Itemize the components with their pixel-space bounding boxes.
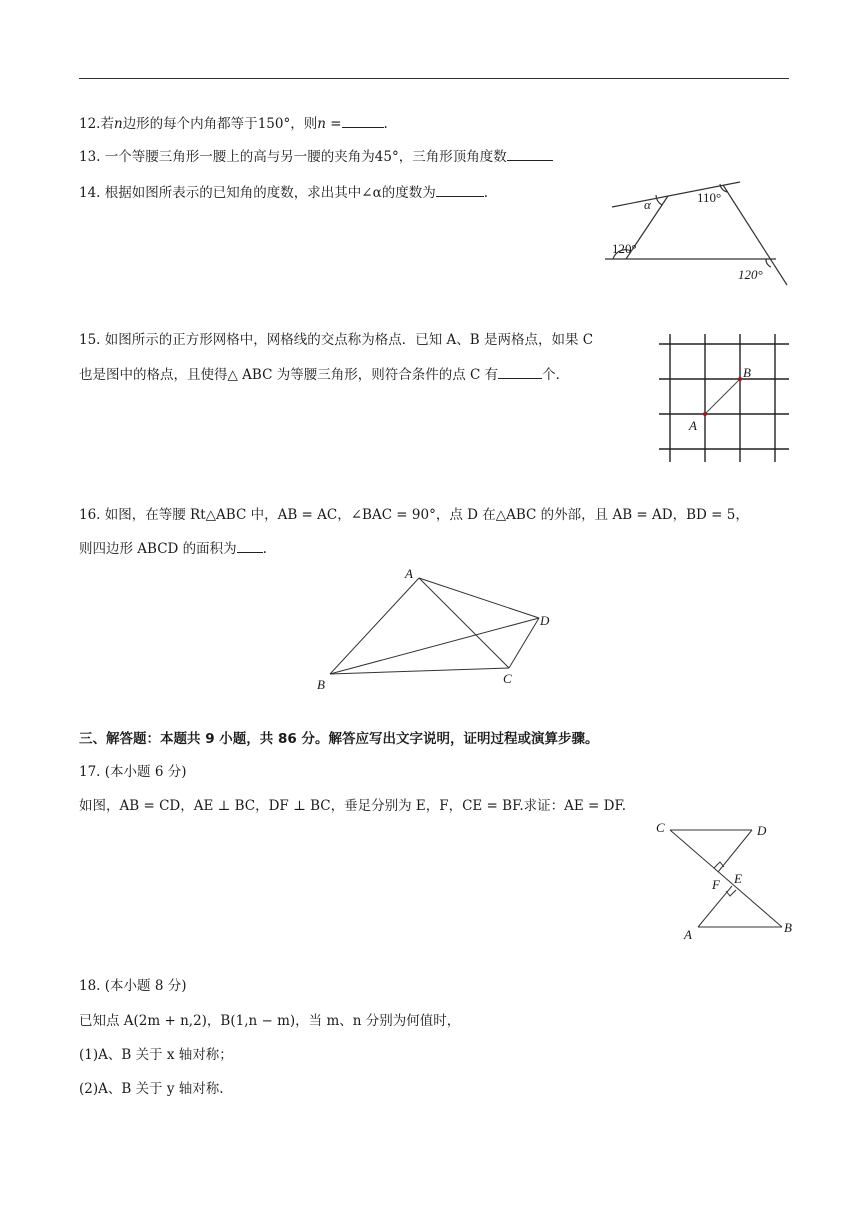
q16-label-d: D [540, 613, 550, 628]
q16-line2-end: . [262, 541, 267, 557]
q12-number: 12. [79, 116, 101, 132]
q16-line1: 16. 如图，在等腰 Rt△ABC 中，AB = AC，∠BAC = 90°，点 D 在△ABC 的外部，且 AB = AD，BD = 5， [79, 507, 749, 523]
q12-variable: n [113, 116, 123, 132]
q15-line2: 也是图中的格点，且使得△ ABC 为等腰三角形，则符合条件的点 C 有 [79, 367, 499, 383]
q14-answer-blank[interactable] [436, 183, 484, 197]
q14-label-120-left: 120° [612, 241, 637, 256]
question-16-line-2 [79, 539, 267, 558]
q15-line1: 15. 如图所示的正方形网格中，网格线的交点称为格点．已知 A、B 是两格点，如果 C [79, 332, 594, 348]
q16-label-c: C [503, 671, 512, 686]
q14-label-alpha: α [644, 197, 651, 212]
q18-body: 已知点 A(2m + n,2)，B(1,n − m)，当 m、n 分别为何值时， [79, 1013, 461, 1029]
q17-label-e: E [734, 871, 742, 886]
question-18-part-2 [79, 1080, 224, 1098]
section-3-heading [79, 730, 598, 748]
q17-label-b: B [784, 920, 792, 935]
question-13 [79, 147, 553, 166]
q15-line2-end: 个． [542, 367, 570, 383]
q16-figure [310, 562, 570, 702]
q17-figure [650, 815, 800, 945]
q12-answer-blank[interactable] [342, 114, 384, 128]
question-16-line-1 [79, 506, 749, 524]
section-3-text: 三、解答题：本题共 9 小题，共 86 分。解答应写出文字说明，证明过程或演算步骤。 [79, 731, 599, 747]
q15-label-b: B [743, 365, 751, 380]
question-18-part-1 [79, 1046, 233, 1064]
q15-grid-figure [655, 330, 795, 470]
q15-answer-blank[interactable] [498, 365, 542, 379]
q14-label-120-right: 120° [738, 267, 763, 282]
q12-text-b: 边形的每个内角都等于 [122, 116, 258, 132]
question-17-body [79, 797, 626, 815]
q14-end: . [483, 185, 488, 201]
q17-label-f: F [712, 877, 720, 892]
q17-head: 17. (本小题 6 分) [79, 764, 187, 780]
q12-equation: n = [317, 116, 342, 132]
question-18-heading [79, 977, 186, 995]
q12-end: . [383, 116, 388, 132]
q12-text-c: ，则 [290, 116, 318, 132]
q14-label-110: 110° [697, 190, 722, 205]
q17-label-c: C [656, 820, 665, 835]
q12-text-a: 若 [100, 116, 114, 132]
q17-label-a: A [684, 927, 692, 942]
q18-head: 18. (本小题 8 分) [79, 978, 187, 994]
question-17-heading [79, 763, 186, 781]
question-15-line-2 [79, 365, 569, 384]
q13-text: 13. 一个等腰三角形一腰上的高与另一腰的夹角为45°，三角形顶角度数 [79, 149, 507, 165]
q16-label-b: B [317, 677, 325, 692]
q16-line2: 则四边形 ABCD 的面积为 [79, 541, 237, 557]
q15-label-a: A [689, 418, 697, 433]
q13-answer-blank[interactable] [507, 147, 553, 161]
q12-angle: 150° [257, 116, 291, 132]
question-18-body [79, 1012, 460, 1030]
q14-figure [600, 175, 800, 295]
q15-point-b [738, 377, 742, 381]
q16-label-a: A [405, 566, 413, 581]
q15-point-a [703, 412, 707, 416]
q16-answer-blank[interactable] [237, 539, 263, 553]
q18-part1: (1)A、B 关于 x 轴对称； [79, 1047, 233, 1063]
q17-label-d: D [757, 823, 767, 838]
header-rule [79, 78, 789, 79]
question-15-line-1 [79, 331, 593, 349]
q18-part2: (2)A、B 关于 y 轴对称. [79, 1081, 224, 1097]
q14-text: 14. 根据如图所表示的已知角的度数，求出其中∠α的度数为 [79, 185, 436, 201]
question-12 [79, 114, 388, 133]
q17-body: 如图，AB = CD，AE ⊥ BC，DF ⊥ BC，垂足分别为 E，F，CE = BF.求证：AE = DF. [79, 798, 627, 814]
question-14 [79, 183, 488, 202]
